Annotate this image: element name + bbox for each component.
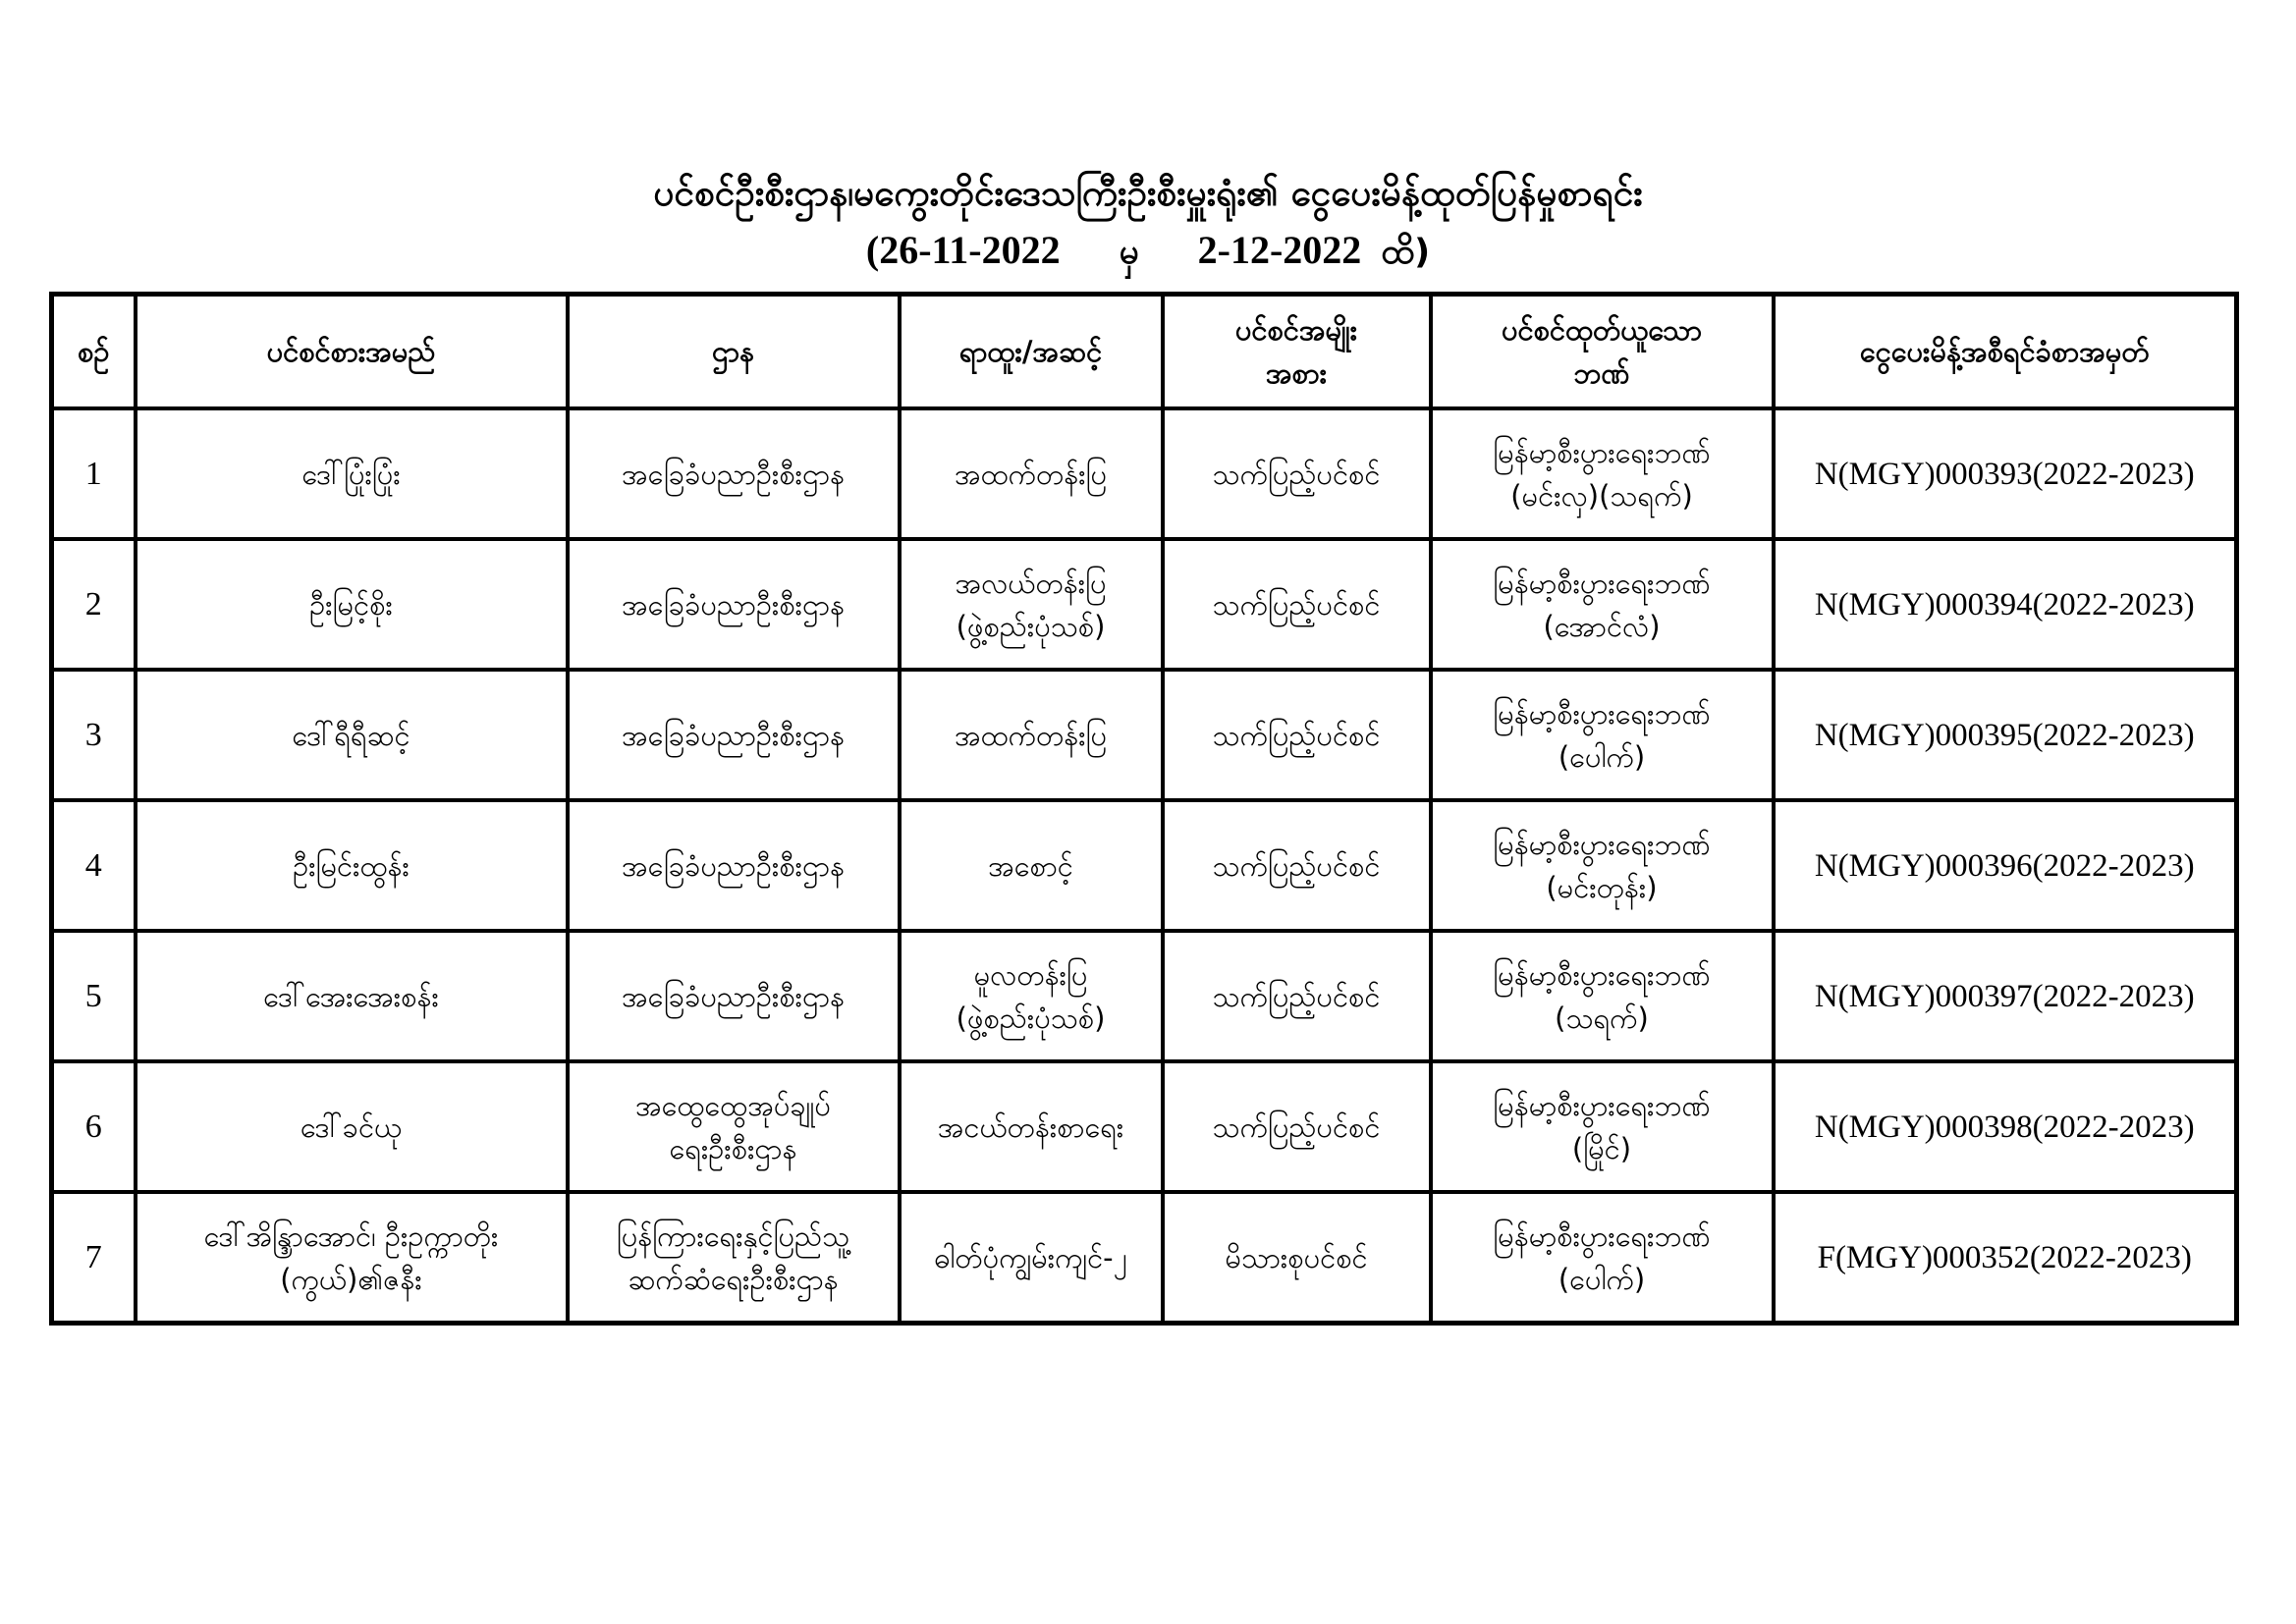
date-to-word: ထိ) — [1381, 233, 1431, 272]
cell-bank — [1431, 1061, 1774, 1192]
cell-department — [568, 931, 900, 1061]
cell-rank — [900, 670, 1163, 800]
cell-pensioner-name — [136, 670, 568, 800]
cell-department — [568, 539, 900, 670]
date-from-word: မှ — [1119, 233, 1139, 272]
cell-department — [568, 408, 900, 539]
header-serial: စဉ် — [52, 295, 136, 409]
cell-bank — [1431, 931, 1774, 1061]
cell-order-number: N(MGY)000393(2022-2023) — [1774, 408, 2237, 539]
cell-line: ဓါတ်ပုံကျွမ်းကျင်-၂ — [934, 1240, 1127, 1274]
cell-line: ဦးမြင်းထွန်း — [293, 848, 410, 883]
cell-line: ဆက်ဆံရေးဦးစီးဌာန — [628, 1262, 839, 1296]
cell-bank — [1431, 539, 1774, 670]
cell-department — [568, 800, 900, 931]
cell-serial: 1 — [52, 408, 136, 539]
cell-line: မူလတန်းပြ — [973, 957, 1088, 992]
cell-line: အခြေခံပညာဦးစီးဌာန — [621, 848, 846, 883]
cell-line: (ပေါက်) — [1558, 1262, 1646, 1296]
cell-line: (သရက်) — [1555, 1001, 1649, 1035]
cell-line: မြန်မာ့စီးပွားရေးဘဏ် — [1493, 827, 1711, 861]
cell-rank — [900, 800, 1163, 931]
cell-line: အထက်တန်းပြ — [954, 718, 1108, 752]
cell-line: ဦးမြင့်စိုး — [309, 587, 393, 622]
cell-line: မြန်မာ့စီးပွားရေးဘဏ် — [1493, 435, 1711, 469]
cell-line: အခြေခံပညာဦးစီးဌာန — [621, 457, 846, 491]
cell-line: မြန်မာ့စီးပွားရေးဘဏ် — [1493, 957, 1711, 992]
cell-line: ဒေါ်အိန္ဒြာအောင်၊ ဦးဥက္ကာတိုး — [203, 1218, 499, 1253]
cell-serial: 4 — [52, 800, 136, 931]
cell-serial: 5 — [52, 931, 136, 1061]
cell-line: (ပေါက်) — [1558, 739, 1646, 774]
table-row — [52, 408, 2237, 539]
cell-pensioner-name — [136, 408, 568, 539]
cell-bank — [1431, 1192, 1774, 1324]
table-row — [52, 800, 2237, 931]
table-row — [52, 1192, 2237, 1324]
cell-order-number: N(MGY)000394(2022-2023) — [1774, 539, 2237, 670]
cell-line: အခြေခံပညာဦးစီးဌာန — [621, 979, 846, 1013]
header-rank: ရာထူး/အဆင့် — [900, 295, 1163, 409]
cell-line: အခြေခံပညာဦးစီးဌာန — [621, 718, 846, 752]
cell-line: မြန်မာ့စီးပွားရေးဘဏ် — [1493, 696, 1711, 731]
cell-pension-type: သက်ပြည့်ပင်စင် — [1163, 539, 1431, 670]
table-body — [52, 408, 2237, 1324]
header-department: ဌာန — [568, 295, 900, 409]
cell-bank — [1431, 800, 1774, 931]
cell-bank — [1431, 670, 1774, 800]
cell-line: အထွေထွေအုပ်ချုပ် — [635, 1088, 831, 1122]
cell-line: (ဖွဲ့စည်းပုံသစ်) — [956, 1001, 1106, 1035]
cell-line: အခြေခံပညာဦးစီးဌာန — [621, 587, 846, 622]
cell-department — [568, 670, 900, 800]
cell-order-number: N(MGY)000398(2022-2023) — [1774, 1061, 2237, 1192]
cell-line: ဒေါ်ရီရီဆင့် — [292, 718, 410, 752]
cell-rank — [900, 408, 1163, 539]
cell-department — [568, 1192, 900, 1324]
cell-line: အထက်တန်းပြ — [954, 457, 1108, 491]
cell-line: ရေးဦးစီးဌာန — [669, 1131, 797, 1165]
cell-pensioner-name — [136, 1192, 568, 1324]
table-header-row — [52, 295, 2237, 409]
cell-pension-type: သက်ပြည့်ပင်စင် — [1163, 931, 1431, 1061]
cell-serial: 3 — [52, 670, 136, 800]
cell-order-number: N(MGY)000396(2022-2023) — [1774, 800, 2237, 931]
cell-line: (အောင်လံ) — [1543, 609, 1661, 643]
cell-line: (မြိုင်) — [1571, 1131, 1632, 1165]
document-title: ပင်စင်ဦးစီးဌာန၊မကွေးတိုင်းဒေသကြီးဦးစီးမှူးရုံး၏ ငွေပေးမိန့်ထုတ်ပြန်မှုစာရင်း — [653, 172, 1643, 214]
cell-rank — [900, 1061, 1163, 1192]
date-range — [0, 222, 2296, 279]
document-header — [0, 165, 2296, 279]
cell-pension-type: မိသားစုပင်စင် — [1163, 1192, 1431, 1324]
pension-table — [49, 292, 2239, 1326]
cell-line: မြန်မာ့စီးပွားရေးဘဏ် — [1493, 566, 1711, 600]
table-row — [52, 1061, 2237, 1192]
cell-line: အလယ်တန်းပြ — [955, 566, 1107, 600]
cell-line: ဒေါ်ပြုံးပြုံး — [301, 457, 401, 491]
cell-serial: 6 — [52, 1061, 136, 1192]
header-pensioner-name: ပင်စင်စားအမည် — [136, 295, 568, 409]
table-row — [52, 539, 2237, 670]
cell-serial: 2 — [52, 539, 136, 670]
cell-pension-type: သက်ပြည့်ပင်စင် — [1163, 408, 1431, 539]
cell-rank — [900, 539, 1163, 670]
cell-order-number: N(MGY)000395(2022-2023) — [1774, 670, 2237, 800]
cell-order-number: N(MGY)000397(2022-2023) — [1774, 931, 2237, 1061]
cell-line: မြန်မာ့စီးပွားရေးဘဏ် — [1493, 1218, 1711, 1253]
cell-line: အငယ်တန်းစာရေး — [937, 1110, 1124, 1144]
cell-line: ဒေါ်ခင်ယု — [300, 1110, 403, 1144]
cell-bank — [1431, 408, 1774, 539]
table-row — [52, 670, 2237, 800]
cell-rank — [900, 931, 1163, 1061]
cell-serial: 7 — [52, 1192, 136, 1324]
cell-pensioner-name — [136, 931, 568, 1061]
cell-line: (မင်းတုန်း) — [1546, 870, 1658, 904]
cell-line: (ဖွဲ့စည်းပုံသစ်) — [956, 609, 1106, 643]
cell-pension-type: သက်ပြည့်ပင်စင် — [1163, 1061, 1431, 1192]
cell-pension-type: သက်ပြည့်ပင်စင် — [1163, 800, 1431, 931]
header-bank: ပင်စင်ထုတ်ယူသော ဘဏ် — [1431, 295, 1774, 409]
cell-line: (မင်းလှ)(သရက်) — [1510, 478, 1693, 513]
cell-department — [568, 1061, 900, 1192]
table-row — [52, 931, 2237, 1061]
cell-pensioner-name — [136, 800, 568, 931]
cell-line: အစောင့် — [988, 848, 1073, 883]
header-order-number: ငွေပေးမိန့်အစီရင်ခံစာအမှတ် — [1774, 295, 2237, 409]
cell-order-number: F(MGY)000352(2022-2023) — [1774, 1192, 2237, 1324]
cell-line: မြန်မာ့စီးပွားရေးဘဏ် — [1493, 1088, 1711, 1122]
cell-pensioner-name — [136, 539, 568, 670]
cell-line: (ကွယ်)၏ဇနီး — [280, 1262, 422, 1296]
header-pension-type: ပင်စင်အမျိုး အစား — [1163, 295, 1431, 409]
cell-pension-type: သက်ပြည့်ပင်စင် — [1163, 670, 1431, 800]
cell-rank — [900, 1192, 1163, 1324]
cell-line: ပြန်ကြားရေးနှင့်ပြည်သူ့ — [616, 1218, 850, 1253]
cell-pensioner-name — [136, 1061, 568, 1192]
date-from: (26-11-2022 — [865, 228, 1061, 272]
date-to: 2-12-2022 — [1197, 228, 1362, 272]
cell-line: ဒေါ်အေးအေးစန်း — [263, 979, 439, 1013]
